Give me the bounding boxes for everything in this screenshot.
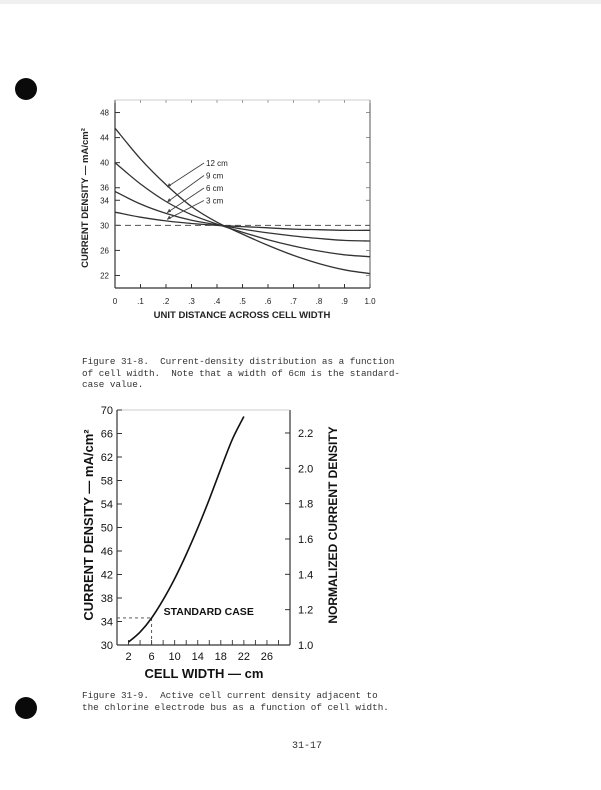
c1-x-tick-label: 0	[112, 297, 118, 306]
page-number: 31-17	[292, 741, 323, 752]
c1-leader-line	[167, 201, 204, 220]
c2-y-tick-label: 66	[100, 428, 113, 441]
c1-x-tick-label: .4	[213, 297, 221, 306]
c2-x-tick-label: 22	[237, 651, 250, 663]
c1-y-tick-label: 22	[100, 271, 109, 281]
c2-y2-tick-label: 2.0	[298, 463, 314, 476]
c1-y-tick-label: 36	[100, 183, 109, 193]
c2-x-axis-title: CELL WIDTH — cm	[144, 666, 264, 681]
c2-y-tick-label: 46	[100, 546, 113, 558]
c2-y-tick-label: 70	[100, 405, 113, 417]
c2-y-tick-label: 50	[100, 522, 113, 535]
c1-y-axis-title: CURRENT DENSITY — mA/cm²	[80, 128, 91, 268]
c2-standard-case-label: STANDARD CASE	[163, 605, 254, 618]
c1-x-tick-label: .9	[341, 297, 348, 306]
c1-legend-label: 6 cm	[206, 184, 224, 193]
c2-y-axis-title: CURRENT DENSITY — mA/cm²	[81, 429, 96, 621]
c1-y-tick-label: 30	[100, 221, 109, 231]
c2-series-line	[129, 417, 244, 643]
c2-x-tick-label: 26	[260, 651, 274, 663]
punch-hole-bottom	[15, 697, 37, 719]
c1-x-tick-label: .6	[264, 297, 272, 306]
c2-x-tick-label: 6	[148, 651, 155, 663]
c1-legend-label: 9 cm	[206, 171, 224, 181]
c2-y-tick-label: 30	[100, 640, 113, 652]
c1-leader-line	[167, 176, 204, 203]
c1-y-tick-label: 34	[100, 196, 109, 206]
c2-y2-tick-label: 1.8	[298, 498, 314, 511]
c1-x-tick-label: .7	[290, 297, 297, 306]
c1-y-tick-label: 26	[100, 246, 109, 256]
c1-x-tick-label: .3	[188, 297, 195, 306]
c1-y-tick-label: 44	[100, 133, 109, 143]
c2-y2-tick-label: 1.0	[298, 640, 314, 652]
c2-y-tick-label: 34	[100, 616, 113, 629]
c1-x-tick-label: .5	[239, 297, 246, 306]
c1-x-tick-label: .8	[315, 297, 323, 306]
c1-x-tick-label: 1.0	[364, 297, 376, 306]
c1-x-tick-label: .1	[137, 297, 144, 306]
c2-y-tick-label: 42	[100, 569, 113, 582]
c1-legend-label: 3 cm	[206, 196, 224, 206]
c2-y2-tick-label: 1.2	[298, 604, 314, 617]
c2-x-tick-label: 14	[191, 651, 204, 663]
c1-leader-line	[167, 188, 204, 213]
c1-x-axis-title: UNIT DISTANCE ACROSS CELL WIDTH	[153, 310, 331, 321]
c2-x-tick-label: 10	[168, 651, 181, 663]
c1-y-tick-label: 40	[100, 158, 109, 168]
c1-series-line	[115, 128, 370, 273]
figure-31-8-chart	[0, 0, 601, 340]
c2-y2-tick-label: 1.4	[298, 569, 314, 582]
c1-legend-label: 12 cm	[206, 159, 228, 168]
c2-y-tick-label: 62	[100, 452, 113, 464]
c2-y-tick-label: 38	[100, 593, 113, 605]
c2-x-tick-label: 18	[214, 651, 227, 663]
c2-y2-tick-label: 2.2	[298, 427, 314, 440]
c1-x-tick-label: .2	[162, 297, 170, 306]
c1-leader-line	[167, 163, 204, 187]
c2-x-tick-label: 2	[125, 651, 132, 663]
c2-y2-axis-title: NORMALIZED CURRENT DENSITY	[326, 426, 340, 624]
c2-y-tick-label: 58	[100, 475, 113, 488]
c1-y-tick-label: 48	[100, 108, 109, 118]
c2-y2-tick-label: 1.6	[298, 533, 314, 546]
figure-31-9-caption: Figure 31-9. Active cell current density adjacent to the chlorine electrode bus as a function of cell width.	[82, 690, 389, 713]
c2-y-tick-label: 54	[100, 499, 113, 511]
figure-31-8-caption: Figure 31-8. Current-density distribution as a function of cell width. Note that a width of 6cm is the standard- case value.	[82, 356, 401, 390]
c1-series-line	[115, 212, 370, 230]
